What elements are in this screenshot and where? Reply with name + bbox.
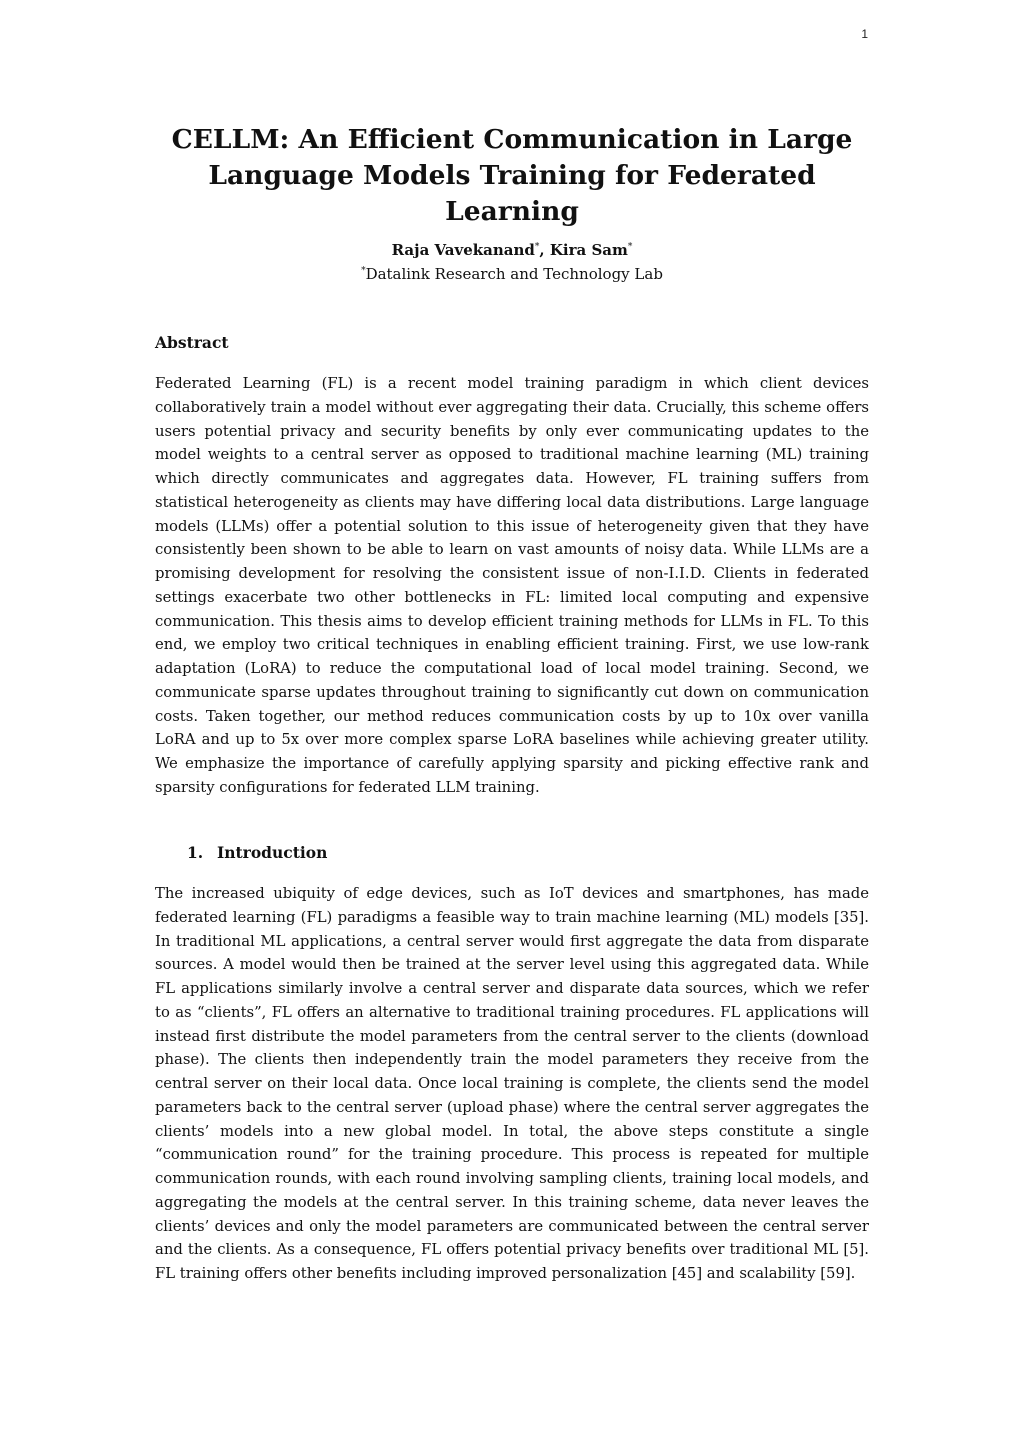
section-title: Introduction	[217, 843, 328, 862]
author-affiliation-mark: *	[627, 242, 633, 252]
author-name: Kira Sam	[549, 241, 628, 259]
abstract-heading: Abstract	[155, 333, 229, 352]
affiliation-mark: *	[361, 266, 366, 276]
author-name: Raja Vavekanand	[391, 241, 535, 259]
affiliation-line	[140, 260, 884, 285]
author-line	[140, 236, 884, 261]
section-heading-introduction	[187, 842, 327, 864]
author-separator: ,	[539, 241, 550, 259]
abstract-body: Federated Learning (FL) is a recent model training paradigm in which client devices collaboratively train a model without ever aggregating their data. Crucially, this scheme offers users potential privacy and security benefits by only ever communicating updates to the model weights to a central server as opposed to traditional machine learning (ML) training which directly communicates and aggregates data. However, FL training suffers from statistical heterogeneity as clients may have differing local data distributions. Large language models (LLMs) offer a potential solution to this issue of heterogeneity given that they have consistently been shown to be able to learn on vast amounts of noisy data. While LLMs are a promising development for resolving the consistent issue of non-I.I.D. Clients in federated settings exacerbate two other bottlenecks in FL: limited local computing and expensive communication. This thesis aims to develop efficient training methods for LLMs in FL. To this end, we employ two critical techniques in enabling efficient training. First, we use low-rank adaptation (LoRA) to reduce the computational load of local model training. Second, we communicate sparse updates throughout training to significantly cut down on communication costs. Taken together, our method reduces communication costs by up to 10x over vanilla LoRA and up to 5x over more complex sparse LoRA baselines while achieving greater utility. We emphasize the importance of carefully applying sparsity and picking effective rank and sparsity configurations for federated LLM training.	[155, 375, 869, 796]
section-number: 1.	[187, 843, 204, 862]
author-affiliation-mark: *	[534, 242, 540, 252]
affiliation-name: Datalink Research and Technology Lab	[365, 265, 663, 283]
paper-title: CELLM: An Efficient Communication in Large Language Models Training for Federated Learning	[171, 124, 853, 227]
page-number: 1	[861, 27, 868, 41]
introduction-body: The increased ubiquity of edge devices, such as IoT devices and smartphones, has made federated learning (FL) paradigms a feasible way to train machine learning (ML) models [35]. In traditional ML applications, a central server would first aggregate the data from disparate sources. A model would then be trained at the server level using this aggregated data. While FL applications similarly involve a central server and disparate data sources, which we refer to as “clients”, FL offers an alternative to traditional training procedures. FL applications will instead first distribute the model parameters from the central server to the clients (download phase). The clients then independently train the model parameters they receive from the central server on their local data. Once local training is complete, the clients send the model parameters back to the central server (upload phase) where the central server aggregates the clients’ models into a new global model. In total, the above steps constitute a single “communication round” for the training procedure. This process is repeated for multiple communication rounds, with each round involving sampling clients, training local models, and aggregating the models at the central server. In this training scheme, data never leaves the clients’ devices and only the model parameters are communicated between the central server and the clients. As a consequence, FL offers potential privacy benefits over traditional ML [5]. FL training offers other benefits including improved personalization [45] and scalability [59].	[155, 885, 869, 1282]
